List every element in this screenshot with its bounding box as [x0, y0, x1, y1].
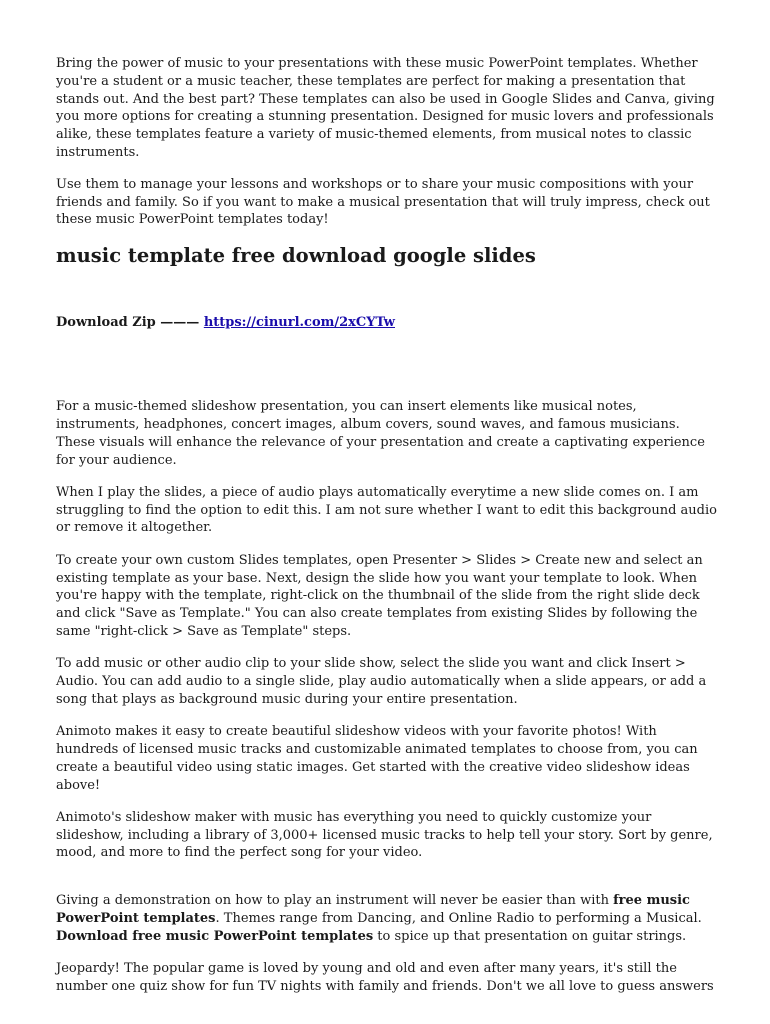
document-page: [56, 55, 718, 1010]
download-row: [56, 314, 718, 332]
p7-text-3: to spice up that presentation on guitar strings.: [373, 928, 687, 944]
body-paragraph-2: When I play the slides, a piece of audio plays automatically everytime a new slide comes on. I am struggling to find the option to edit this. I am not sure whether I want to edit this background audio or remove it altogether.: [56, 484, 717, 536]
p7-bold-1: free music PowerPoint templates: [56, 893, 690, 926]
download-link[interactable]: https://cinurl.com/2xCYTw: [203, 315, 395, 331]
spacer: [56, 332, 718, 398]
body-paragraph-5: Animoto makes it easy to create beautiful slideshow videos with your favorite photos! With hundreds of licensed music tracks and customizable animated templates to choose from, you can create a beautiful video using static images. Get started with the creative video slideshow ideas above!: [56, 724, 698, 793]
body-paragraph-1: For a music-themed slideshow presentation, you can insert elements like musical notes, instruments, headphones, concert images, album covers, sound waves, and famous musicians. These visuals will enhance the relevance of your presentation and create a captivating experience for your audience.: [56, 399, 705, 468]
body-paragraph-7: [56, 892, 718, 945]
intro-paragraph-2: Use them to manage your lessons and workshops or to share your music compositions with your friends and family. So if you want to make a musical presentation that will truly impress, check out these music PowerPoint templates today!: [56, 176, 710, 228]
page-heading: music template free download google slides: [56, 244, 536, 268]
body-paragraph-8: Jeopardy! The popular game is loved by young and old and even after many years, it's still the number one quiz show for fun TV nights with family and friends. Don't we all love to guess answers: [56, 961, 714, 994]
body-paragraph-3: To create your own custom Slides templates, open Presenter > Slides > Create new and select an existing template as your base. Next, design the slide how you want your template to look. When you're happy with the template, right-click on the thumbnail of the slide from the right slide deck and click "Save as Template." You can also create templates from existing Slides by following the same "right-click > Save as Template" steps.: [56, 552, 703, 639]
intro-paragraph-1: Bring the power of music to your presentations with these music PowerPoint templates. Whether you're a student or a music teacher, these templates are perfect for making a presentation that stands out. And the best part? These templates can also be used in Google Slides and Canva, giving you more options for creating a stunning presentation. Designed for music lovers and professionals alike, these templates feature a variety of music-themed elements, from musical notes to classic instruments.: [56, 56, 715, 160]
body-paragraph-6: Animoto's slideshow maker with music has everything you need to quickly customize your slideshow, including a library of 3,000+ licensed music tracks to help tell your story. Sort by genre, mood, and more to find the perfect song for your video.: [56, 809, 713, 861]
download-label: Download Zip ———: [56, 315, 204, 331]
p7-text-1: Giving a demonstration on how to play an instrument will never be easier than with: [56, 893, 614, 909]
body-paragraph-4: To add music or other audio clip to your slide show, select the slide you want and click Insert > Audio. You can add audio to a single slide, play audio automatically when a slide appears, or add a song that plays as background music during your entire presentation.: [56, 656, 707, 707]
p7-bold-2: Download free music PowerPoint templates: [56, 928, 374, 944]
p7-text-2: . Themes range from Dancing, and Online Radio to performing a Musical.: [215, 911, 702, 926]
